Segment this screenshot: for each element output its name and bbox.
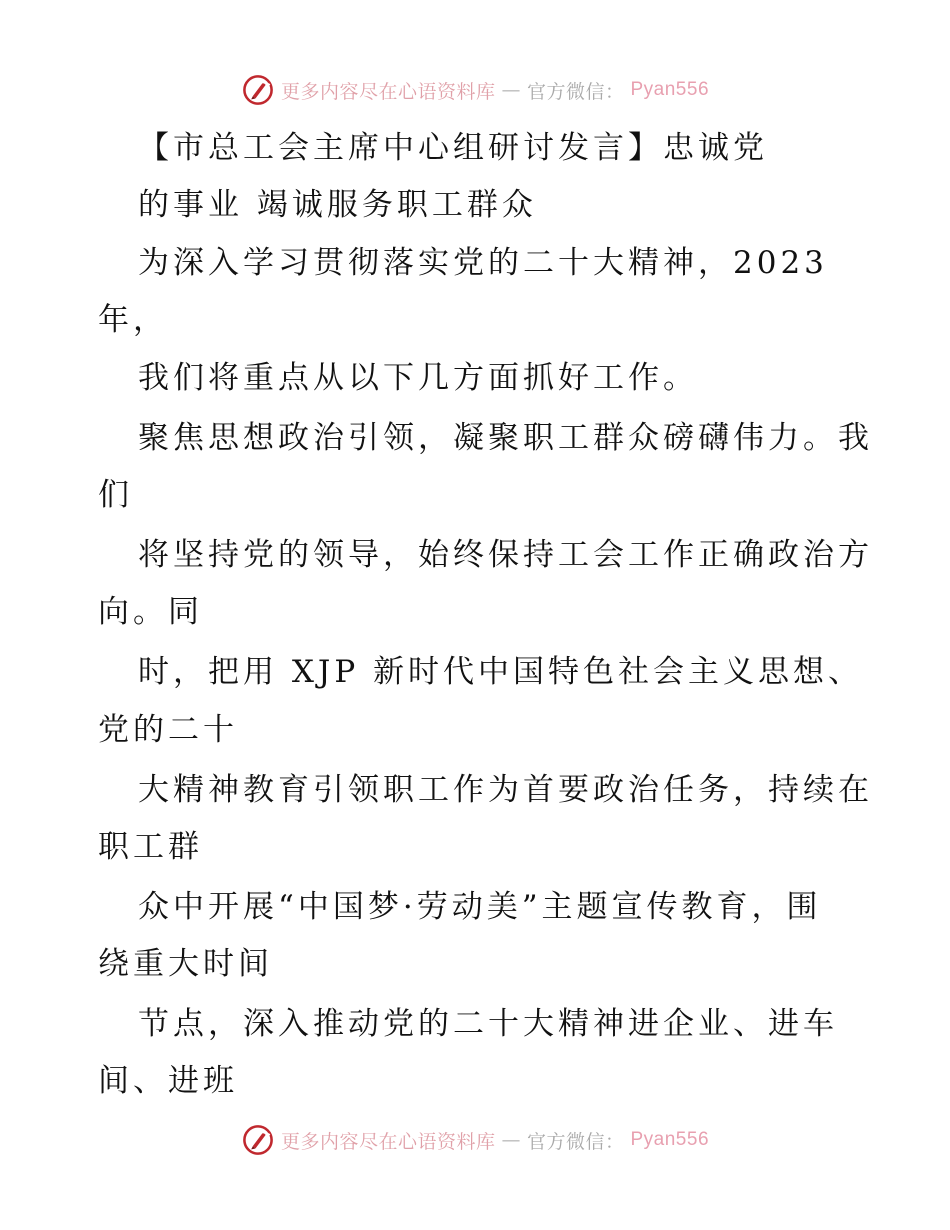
text-line: 大精神教育引领职工作为首要政治任务，持续在	[138, 772, 873, 808]
pen-nib-logo-icon	[241, 1123, 275, 1157]
text-line: 节点，深入推动党的二十大精神进企业、进车	[138, 1006, 838, 1042]
text-line: 间、进班	[98, 1063, 238, 1099]
pen-nib-logo-icon	[241, 73, 275, 107]
text-line: 众中开展“中国梦·劳动美”主题宣传教育，围	[138, 889, 822, 925]
watermark-main-text: 更多内容尽在心语资料库	[280, 80, 496, 103]
document-title-line-1: 【市总工会主席中心组研讨发言】忠诚党	[138, 130, 768, 166]
text-line: 绕重大时间	[98, 946, 273, 982]
watermark-wechat-label: 官方微信：	[526, 1130, 625, 1153]
text-line: 为深入学习贯彻落实党的二十大精神，2023	[138, 245, 828, 281]
header-watermark	[0, 70, 950, 110]
watermark-wechat-id: Pyan556	[630, 1129, 710, 1150]
footer-watermark	[0, 1120, 950, 1160]
watermark-dash: —	[501, 1129, 521, 1151]
text-line: 年，	[98, 302, 168, 338]
watermark-dash: —	[501, 79, 521, 101]
text-line: 们	[98, 477, 133, 513]
watermark-wechat-id: Pyan556	[630, 79, 710, 100]
watermark-main-text: 更多内容尽在心语资料库	[280, 1130, 496, 1153]
text-line: 时，把用 XJP 新时代中国特色社会主义思想、	[138, 654, 864, 690]
text-line: 将坚持党的领导，始终保持工会工作正确政治方	[138, 537, 873, 573]
text-line: 向。同	[98, 594, 203, 630]
text-line: 聚焦思想政治引领，凝聚职工群众磅礴伟力。我	[138, 420, 873, 456]
text-line: 职工群	[98, 829, 203, 865]
document-title-line-2: 的事业 竭诚服务职工群众	[138, 187, 537, 223]
text-line: 党的二十	[98, 712, 238, 748]
watermark-wechat-label: 官方微信：	[526, 80, 625, 103]
text-line: 我们将重点从以下几方面抓好工作。	[138, 360, 698, 396]
